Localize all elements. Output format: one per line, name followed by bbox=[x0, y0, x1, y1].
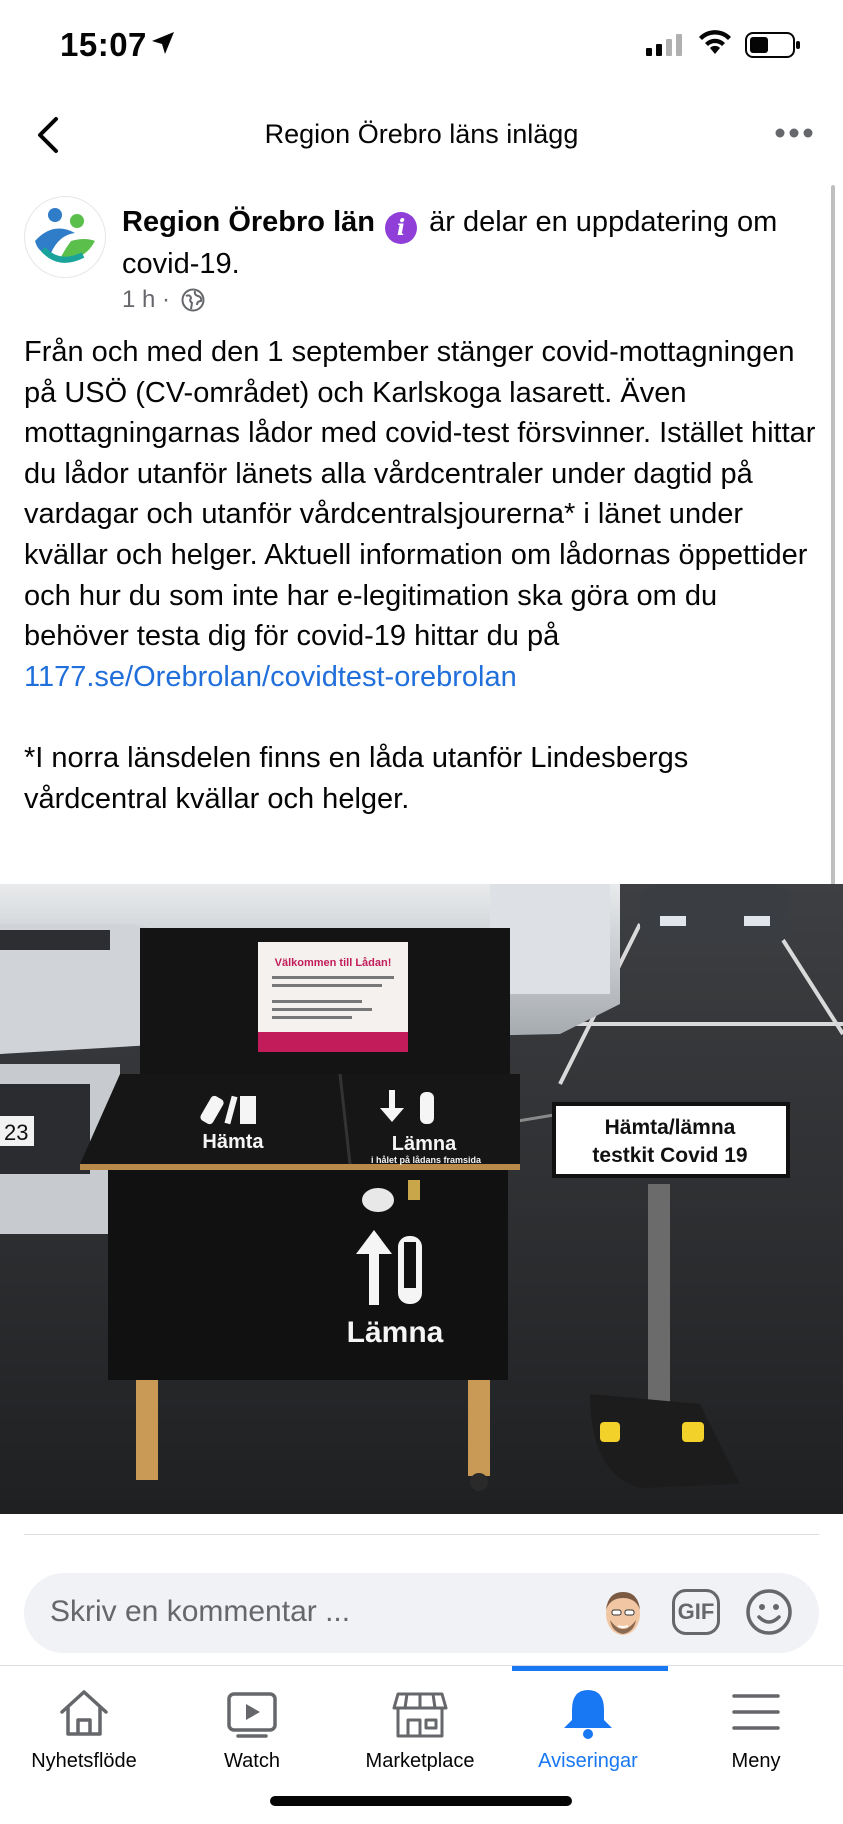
tab-label: Marketplace bbox=[365, 1750, 475, 1772]
sign-line-1: Hämta/lämna bbox=[604, 1116, 736, 1139]
tab-watch[interactable] bbox=[168, 1666, 336, 1786]
scroll-indicator[interactable] bbox=[831, 185, 835, 885]
post-time[interactable]: 1 h · bbox=[122, 286, 171, 313]
watch-icon bbox=[168, 1684, 336, 1740]
tab-label: Aviseringar bbox=[538, 1750, 638, 1772]
bell-icon bbox=[504, 1684, 672, 1740]
tab-aviseringar[interactable] bbox=[504, 1666, 672, 1786]
author-line bbox=[122, 202, 812, 284]
tab-meny[interactable] bbox=[672, 1666, 840, 1786]
marketplace-icon bbox=[336, 1684, 504, 1740]
tab-marketplace[interactable] bbox=[336, 1666, 504, 1786]
page-avatar[interactable] bbox=[24, 196, 106, 278]
tab-label: Meny bbox=[731, 1750, 781, 1772]
sign-line-2: testkit Covid 19 bbox=[592, 1144, 748, 1167]
battery-icon bbox=[745, 32, 801, 58]
post-meta bbox=[122, 286, 205, 314]
avatar-sticker-icon[interactable] bbox=[598, 1586, 648, 1640]
post-body-text: Från och med den 1 september stänger covid-mottagningen på USÖ (CV-området) och Karlskoga lasarett. Även mottagningarnas lådor med covid-test försvinner. Istället hittar du lådor utanför länets alla vårdcentraler under dagtid på vardagar och utanför vårdcentralsjourerna* i länet under kvällar och helger. Aktuell information om lådornas öppettider och hur du som inte har e-legitimation ska göra om du behöver testa dig för covid-19 hittar du på bbox=[24, 336, 816, 653]
globe-icon bbox=[181, 288, 205, 312]
page-title: Region Örebro läns inlägg bbox=[264, 119, 579, 149]
tab-label: Watch bbox=[224, 1750, 280, 1772]
comment-input[interactable] bbox=[24, 1573, 819, 1653]
license-plate: 23 bbox=[4, 1120, 29, 1145]
divider bbox=[24, 1534, 819, 1535]
photo-scene bbox=[0, 884, 843, 1514]
location-arrow-icon bbox=[150, 30, 176, 56]
comment-placeholder: Skriv en kommentar ... bbox=[50, 1595, 351, 1628]
post-photo[interactable] bbox=[0, 884, 843, 1514]
home-indicator[interactable] bbox=[270, 1796, 572, 1806]
tab-label: Nyhetsflöde bbox=[31, 1750, 137, 1772]
poster-title: Välkommen till Lådan! bbox=[274, 957, 392, 969]
author-name[interactable]: Region Örebro län bbox=[122, 206, 375, 238]
post-action-text: är delar en uppdatering om covid-19. bbox=[122, 206, 778, 280]
info-badge-icon: i bbox=[385, 212, 417, 244]
more-dots-icon bbox=[774, 123, 814, 143]
post-paragraph-1 bbox=[24, 332, 819, 697]
status-time: 15:07 bbox=[60, 26, 147, 63]
lid-label-sub: i hålet på lådans framsida bbox=[370, 1155, 482, 1165]
post-link[interactable]: 1177.se/Orebrolan/covidtest-orebrolan bbox=[24, 660, 517, 693]
post-text bbox=[24, 332, 819, 819]
wifi-icon bbox=[698, 30, 732, 56]
home-icon bbox=[0, 1684, 168, 1740]
status-bar bbox=[0, 0, 843, 95]
more-options-button[interactable] bbox=[774, 123, 814, 143]
menu-icon bbox=[672, 1684, 840, 1740]
gif-button[interactable]: GIF bbox=[672, 1589, 720, 1635]
emoji-icon[interactable] bbox=[744, 1587, 794, 1637]
post-paragraph-2: *I norra länsdelen finns en låda utanför Lindesbergs vårdcentral kvällar och helger. bbox=[24, 741, 689, 815]
signal-icon bbox=[646, 34, 684, 56]
box-front-label: Lämna bbox=[346, 1316, 444, 1349]
region-logo-icon bbox=[25, 197, 105, 277]
lid-label-hamta: Hämta bbox=[202, 1131, 264, 1153]
lid-label-lamna: Lämna bbox=[391, 1133, 457, 1155]
post-header-bar bbox=[0, 95, 843, 175]
tab-nyhetsflode[interactable] bbox=[0, 1666, 168, 1786]
